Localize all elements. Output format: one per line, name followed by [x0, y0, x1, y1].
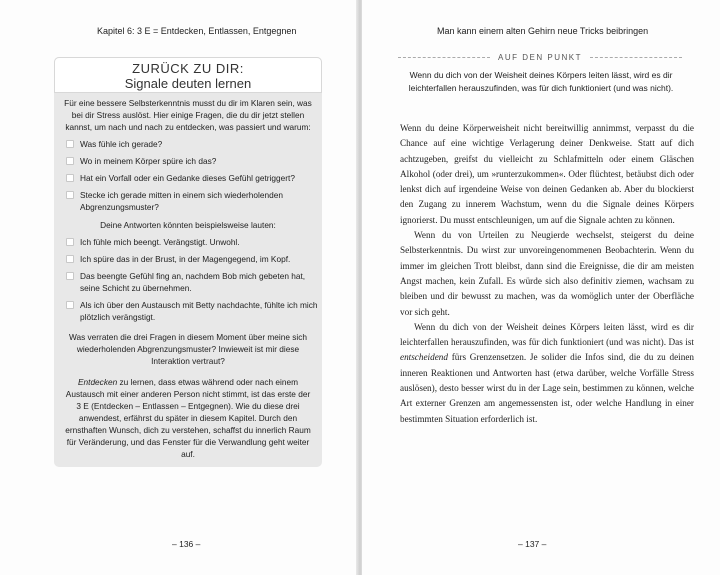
box-body	[54, 97, 322, 460]
left-page	[0, 0, 358, 575]
list-item	[66, 236, 322, 248]
running-head-right: Man kann einem alten Gehirn neue Tricks beibringen	[437, 26, 649, 36]
box-title-line2: Signale deuten lernen	[124, 76, 252, 91]
list-item	[66, 138, 322, 150]
box-intro: Für eine bessere Selbsterkenntnis musst du dir im Klaren sein, was bei dir Stress auslöst. Hier einige Fragen, die du dir jetzt stellen kannst, um nach und nach zu entdecken, was passiert und warum:	[64, 98, 312, 132]
list-item	[66, 189, 322, 213]
checkbox[interactable]	[66, 255, 74, 263]
closing-paragraph	[64, 376, 312, 460]
list-item	[66, 299, 322, 323]
list-item	[66, 155, 322, 167]
paragraph: Wenn du deine Körperweisheit nicht bereitwillig annimmst, verpasst du die Chance auf eine wichtige Verlagerung deiner Denkweise. Statt auf dich achtzugeben, greifst du vielleicht zu Schlafmitteln oder einem Gläschen Alkohol (oder drei), um »runterzukommen«. Oder flüchtest, betäubst dich oder lenkst dich auf irgendeine Weise von deinen Gedanken ab. Aber du blockierst den Zugang zu innerem Wachstum, wenn du die Signale deines Körpers ignorierst. Du musst entschleunigen, um auf die Signale achten zu können.	[400, 123, 694, 225]
list-item	[66, 253, 322, 265]
question-text: Wo in meinem Körper spüre ich das?	[80, 156, 217, 166]
question-list	[54, 138, 322, 213]
checkbox[interactable]	[66, 272, 74, 280]
body-text	[400, 121, 694, 427]
answer-list	[54, 236, 322, 323]
question-text: Hat ein Vorfall oder ein Gedanke dieses Gefühl getriggert?	[80, 173, 295, 183]
checkbox[interactable]	[66, 238, 74, 246]
section-label: AUF DEN PUNKT	[380, 53, 700, 62]
question-text: Stecke ich gerade mitten in einem sich wiederholenden Abgrenzungsmuster?	[80, 190, 283, 212]
checkbox[interactable]	[66, 140, 74, 148]
box-header	[54, 57, 322, 93]
checkbox[interactable]	[66, 157, 74, 165]
paragraph-text: fürs Grenzensetzen. Je solider die Infos sind, die du zu deinen inneren Reaktionen und Antworten hast (etwa darüber, welche Vorfälle Stress auslösen), desto besser wirst du in der Lage sein, bestimmen zu können, welche Art externer Grenzen am angemessensten ist, oder welche Handlung in einer bestimmten Situation erforderlich ist.	[400, 352, 694, 424]
paragraph-text: Wenn du dich von der Weisheit deines Körpers leiten lässt, wird es dir leichterfallen herauszufinden, was für dich funktioniert (und was nicht). Das ist	[400, 321, 694, 348]
answers-heading: Deine Antworten könnten beispielsweise lauten:	[100, 220, 276, 230]
box-title-line1: ZURÜCK ZU DIR:	[132, 61, 244, 76]
answer-text: Ich fühle mich beengt. Verängstigt. Unwohl.	[80, 237, 240, 247]
page-number-right: – 137 –	[518, 539, 547, 549]
emphasis: entscheidend	[400, 352, 448, 363]
reflection-text: Was verraten die drei Fragen in diesem Moment über meine sich wiederholenden Abgrenzungsmuster? Inwieweit ist mir diese Interaktion vertraut?	[68, 332, 308, 366]
list-item	[66, 172, 322, 184]
answer-text: Als ich über den Austausch mit Betty nachdachte, fühlte ich mich plötzlich verängstigt.	[80, 300, 318, 322]
checkbox[interactable]	[66, 301, 74, 309]
exercise-box	[54, 57, 322, 467]
list-item	[66, 270, 322, 294]
closing-emphasis: Entdecken	[77, 377, 118, 387]
summary-text: Wenn du dich von der Weisheit deines Körpers leiten lässt, wird es dir leichterfallen herauszufinden, was für dich funktioniert (und was nicht).	[408, 70, 674, 93]
answer-text: Das beengte Gefühl fing an, nachdem Bob mich gebeten hat, seine Schicht zu übernehmen.	[80, 271, 306, 293]
paragraph	[400, 320, 694, 427]
page-number-left: – 136 –	[172, 539, 201, 549]
answer-text: Ich spüre das in der Brust, in der Magengegend, im Kopf.	[80, 254, 291, 264]
checkbox[interactable]	[66, 191, 74, 199]
closing-text: zu lernen, dass etwas während oder nach einem Austausch mit einer anderen Person nicht stimmt, ist das erste der 3 E (Entdecken – Entlassen – Entgegnen). Wie du diese drei anwendest, erfährst du später in diesem Kapitel. Durch den ernsthaften Wunsch, dich zu verstehen, schaffst du innerlich Raum für Veränderung, und das Fenster für die Verwandlung geht weiter auf.	[65, 377, 311, 459]
question-text: Was fühle ich gerade?	[80, 139, 163, 149]
right-page	[362, 0, 720, 575]
paragraph: Wenn du von Urteilen zu Neugierde wechselst, steigerst du deine Selbsterkenntnis. Du wirst zur unvoreingenommenen Beobachterin. Wenn du immer im gleichen Trott bleibst, dann sind die Ereignisse, die dir am meisten Angst machen, kein Zufall. Es würde sich also definitiv ziemen, wachsam zu bleiben und dir bewusst zu machen, was da womöglich unter der Oberfläche vor sich geht.	[400, 230, 694, 317]
running-head-left: Kapitel 6: 3 E = Entdecken, Entlassen, Entgegnen	[97, 26, 297, 36]
checkbox[interactable]	[66, 174, 74, 182]
